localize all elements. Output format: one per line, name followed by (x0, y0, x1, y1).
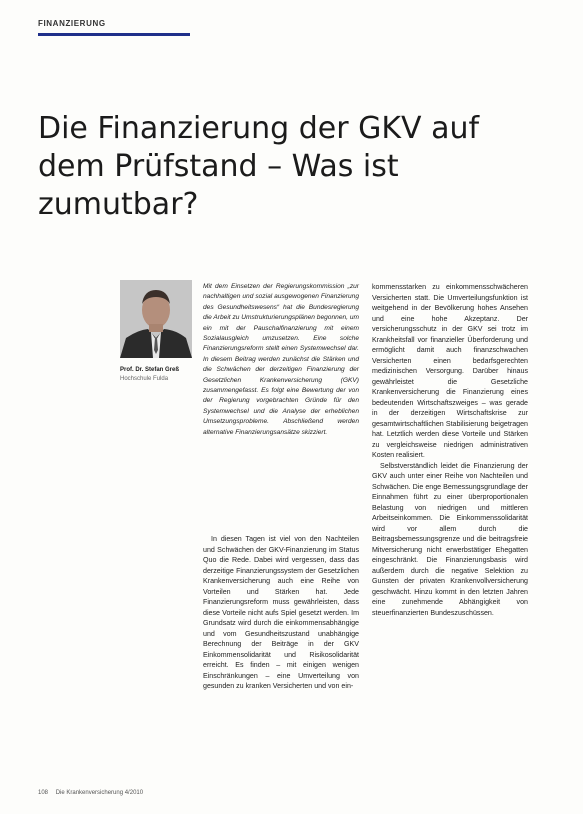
body-paragraph: In diesen Tagen ist viel von den Nachteilen und Schwächen der GKV-Finanzierung im Status Quo die Rede. Dabei wird vergessen, dass das derzeitige Finanzierungssystem der Gesetzlichen Krankenversicherung auch eine Reihe von Vorteilen und Stärken hat. Jede Finanzierungsreform muss gewährleisten, dass diese Vorteile nicht aufs Spiel gesetzt werden. Im Grundsatz wird durch die einkommensabhängige und vom Gesundheitszustand unabhängige Berechnung der Beiträge in der GKV Einkommensolidarität und Risikosolidarität erreicht. Es finden – mit einigen wenigen Einschränkungen – eine Umverteilung von gesunden zu kranken Versicherten und von ein- (203, 535, 359, 690)
article-title: Die Finanzierung der GKV auf dem Prüfstand – Was ist zumutbar? (38, 111, 480, 222)
author-affiliation: Hochschule Fulda (120, 376, 169, 382)
author-portrait-image (120, 280, 192, 358)
page-number: 108 (38, 790, 49, 796)
author-caption (120, 366, 192, 384)
author-photo (120, 280, 192, 358)
section-label: FINANZIERUNG (38, 19, 106, 28)
page-footer (38, 790, 143, 796)
lead-paragraph: Mit dem Einsetzen der Regierungskommission „zur nachhaltigen und sozial ausgewogenen Finanzierung des Gesundheitswesens“ hat die Bundesregierung die Arbeit zu Umstrukturierungsplänen begonnen, um ein mit der Pauschalfinanzierung mit einem Sozialausgleich umzusetzen. Eine solche Finanzierungsreform stellt einen Systemwechsel dar. In diesem Beitrag werden zunächst die Stärken und die Schwächen der derzeitigen Finanzierung der Gesetzlichen Krankenversicherung (GKV) zusammengefasst. Es folgt eine Bewertung der von der Regierung vorgebrachten Gründe für den Systemwechsel und die Analyse der erheblichen Umsetzungsprobleme. Abschließend werden alternative Finanzierungsansätze skizziert. (203, 283, 359, 436)
body-paragraph: kommensstarken zu einkommensschwächeren Versicherten statt. Die Umverteilungsfunktion ist weitgehend in der Bevölkerung hohes Ansehen und eine hohe Akzeptanz. Der versicherungsschutz in der GKV sei trotz im Krankheitsfall vor finanzieller Überforderung und ermöglicht damit auch finanzschwachen Versicherten einen bedarfsgerechten medizinischen Versorgung. Darüber hinaus gewährleistet die Gesetzliche Krankenversicherung die Finanzierung eines bedeutenden Wirtschaftszweiges – was gerade in der derzeitigen Wirtschaftskrise zur gesamtwirtschaftlichen Stabilisierung beigetragen hat. Letztlich werden diese Vorteile und Stärken zu vergleichsweise niedrigen administrativen Kosten realisiert. (372, 283, 528, 459)
body-column-1 (203, 534, 359, 692)
section-rule (38, 33, 190, 36)
journal-name: Die Krankenversicherung 4/2010 (55, 790, 144, 796)
author-name: Prof. Dr. Stefan Greß (120, 367, 180, 373)
body-column-2 (372, 282, 528, 792)
body-paragraph: Selbstverständlich leidet die Finanzierung der GKV auch unter einer Reihe von Nachteilen und Schwächen. Die enge Bemessungsgrundlage der Einnahmen führt zu einer überproportionalen Belastung von niedrigen und mittleren Arbeitseinkommen. Die Einkommenssolidarität wird vor allem durch die Beitragsbemessungsgrenze und die beitragsfreie Mitversicherung nicht erwerbstätiger Ehegatten eingeschränkt. Die Finanzierungsbasis wird außerdem durch die negative Selektion zu Gunsten der privaten Krankenvollversicherung geschwächt. Hinzu kommt in den letzten Jahren eine zunehmende Abhängigkeit von steuerfinanzierten Bundeszuschüssen. (372, 461, 528, 617)
